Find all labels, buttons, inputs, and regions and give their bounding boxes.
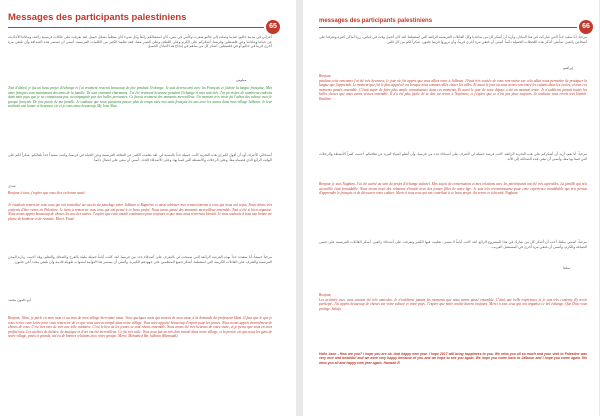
left-page-number: 65 bbox=[266, 20, 280, 34]
right-block-4-french: Bonjour, je suis Naghum. J'ai été activé au sein du projet d'échange culturel. Mes sujets de conversation et mes relations avec les participants ont été très agréables. La famille qui m'a accueillie était formidable. Nous avons noué des relations d'amitié avec des jeunes filles de notre âge. Je suis très reconnaissante pour cette expérience inoubliable qui m'a permis d'apprendre le français et de découvrir votre culture. Merci à tous ceux qui ont contribué à ce beau projet. Au revoir et à bientôt. Naghum bbox=[319, 182, 587, 196]
left-block-1-arabic: أعزائي في مدينة جالبو: عندما وصلت إلى جالبو شعرت وكأنني في بيتي، كان استقبالكم رائعاً وكل شيء كان منظماً بشكل جميل. لقد تعرفت على عائلات فرنسية رائعة، وتبادلنا الأحاديث عن حياتنا وعاداتنا وعن فلسطين وفرنسا. أشكركم على الكرم وعلى اللطف وعلى الصبر معنا، فقد تعلمنا الكثير من الكلمات الفرنسية. أتمنى أن تستمر هذه الصداقة وأن نلتقي مرة أخرى قريباً في جالبو أو في فلسطين. أشكر كل من ساهم في إنجاح هذا التبادل الجميل. bbox=[8, 35, 272, 49]
left-block-5-arabic: مرحباً جميعاً، أنا سعيدة جداً بهذه الفرصة الرائعة التي سمحت لي بالتعرف على أصدقاء جدد من فرنسا. لقد كانت أياماً جميلة مليئة بالفرح والضحك والتعلم، وقد أحببت زيارة المدن الفرنسية والتعرف على العائلات الكريمة التي استقبلتنا. أشكر جميع المنظمين على جهودهم الكبيرة، وأتمنى أن يستمر هذا التوأمة لسنوات طويلة قادمة وأن نلتقي مجدداً في جلبون. bbox=[8, 255, 272, 264]
right-block-5-signature: سلفا bbox=[563, 266, 571, 270]
left-page bbox=[0, 0, 296, 416]
right-title-rule bbox=[319, 27, 577, 28]
right-page-title: messages des participants palestiniens bbox=[319, 18, 433, 24]
right-block-3-arabic: مرحباً، أنا نغم، أريد أن أشكركم على هذه التجربة الرائعة. كانت فرصة جميلة لي لأتعرف على أصدقاء جدد من فرنسا، وأن أتعلم أشياء كثيرة عن ثقافتكم. أحببت كثيراً الأنشطة والرحلات التي قمنا بها معاً، وأتمنى أن تبقى هذه الصداقة إلى الأبد. bbox=[319, 152, 587, 161]
left-block-3-signature: شذى bbox=[8, 184, 16, 188]
left-block-6-french: Bonjour, Jibra, je parle en mon nom et au nom de mon village bien-aimé aussi. Voici quelques mots qui sortent de mon cœur, à la demande du professeur Hani. Il faut que le que je vous écrive cette lettre pour vous remercier de ce que vous avez accompli dans notre village. Vous avez apporté beaucoup d'espoir pour les jeunes. Nous avons appris énormément de choses de vous. C'est très rare de voir une telle initiative. C'est le lieu où les jeunes se sont réunis ensemble. Nous avons été très heureux de votre visite, et je pense que vous en avez profité tous. Les ateliers de théâtre, de musique et d'art ont été merveilleux. Ce fut très utile. Vous avez fait un très bon travail dans notre village, et la preuve est que nous les gens de notre village, petits et grands, ont eu de bonnes relations avec votre groupe. Merci. Mohamed Ibn Jalboun (Hamoudi). bbox=[8, 316, 272, 339]
left-block-5-signature: أبو جلبون محمد bbox=[8, 298, 31, 302]
right-block-7-english: Hello Jann - How are you? I hope you are ok. And happy new year. I hope 2017 will bring happiness to you. We miss you all so much and your visit to Palestine was very nice and beautiful and we were very happy because of you and we hope to see you again. We hope you come back to Jalboun and I hope you come again. We miss you all and happy new year again. Hamzah R bbox=[319, 352, 587, 365]
left-title-rule bbox=[8, 27, 264, 28]
left-block-2-french: Tout d'abord, je fus un beau projet d'échange et j'ai vraiment ressenti beaucoup de joie pendant l'échange. Je suis devenu ami avec les Français et j'adore la langue française. Mes amis français sont maintenant des amis de la famille. Ils sont vraiment charmants. J'ai été vraiment heureuse pendant l'échange et mes activités. J'ai pu visiter de nombreux endroits dans mon pays que je ne connaissais pas, accompagnée par des belles personnes. Ce furent vraiment des moments merveilleux. Un moment très triste fut l'adieu des adieux avec le groupe français. De fois partie de ma famille. Je souhaite que nous puissions passer plus de temps avec nos amis français les uns avec les autres dans mon village Jalboun. Je leur souhaite une bonne et heureuse vie et je vous aime beaucoup. My lova Alaa. bbox=[8, 86, 272, 109]
right-block-2-french: Bonjour, pendant cette rencontre j'ai été très heureuse, le jour où j'ai appris que vous alliez venir à Jalboun. J'étais très excitée de vous rencontrer car cela allait nous permettre de pratiquer la langue que j'apprends. Le moment que j'ai le plus apprécié est lorsque nous sommes allés visiter les villes. Et aussi le jour où nous avons rencontré les enfants dans les écoles, et tous ces moments passés ensemble. C'était super de faire plus ample connaissance dans ces moments. Et aussi le jour de votre départ a été un moment triste. Je n'oublierai jamais toutes les belles choses que nous avons vécues ensemble. Il n'a été plus facile de se dire au revoir à Naplouse, et j'espère que ce n'est pas pour toujours. Je souhaite vous revoir très bientôt. Ibrahim bbox=[319, 74, 587, 101]
right-page-number: 66 bbox=[579, 20, 593, 34]
left-block-4-french: Je voudrais remercier tous ceux qui ont contribué au succès du jumelage entre Jalboun et Bagnères et aussi adresser mes remerciements à ceux qui nous ont reçus. Nous étions très contents d'être venus en Palestine. Je tiens à remercier tous ceux qui ont pensé à ce beau projet. Nous avons passé des moments merveilleux ensemble. Tout a été si bien organisé. Nous avons appris beaucoup de choses les uns des autres. J'espère que cette amitié continuera pour toujours et que nous nous reverrons bientôt. Je vous souhaite à tous une bonne vie pleine de bonheur et de réussite. Merci. Faad. bbox=[8, 203, 272, 221]
right-block-6-french: Bonjour, Les activités avec vous avaient été très amicales. Je n'oublierai jamais les moments que nous avons passé ensemble. C'était une belle expérience et je suis très contente d'y avoir participé. J'ai appris beaucoup de choses sur votre culture et votre pays. J'espère que notre amitié durera toujours. Merci à tous ceux qui ont organisé ce bel échange. Que Dieu vous protège. Salafa bbox=[319, 293, 587, 311]
right-page bbox=[303, 0, 599, 416]
right-block-1-arabic: مرحباً، أنا سعيد جداً لأنني شاركت في هذا التبادل، وأريد أن أشكر كل من ساعدنا وكل العائلات الفرنسية الرائعة التي استقبلتنا. لقد كان أجمل وقت في حياتي، زرنا أماكن كثيرة وتعرفنا على أشخاص رائعين. سأبقى أتذكر هذه اللحظات الجميلة دائماً. أتمنى أن نلتقي مرة أخرى قريباً، وأن تزوروا قريتنا جلبون. شكراً لكم من كل قلبي. bbox=[319, 35, 587, 44]
right-block-1-signature: إبراهيم bbox=[563, 66, 574, 70]
right-block-5-arabic: مرحباً، اسمي سلفا، أحب أن أشكر كل من شارك في هذا المشروع الرائع. لقد كانت أياماً لا تنسى، تعلمت فيها الكثير وتعرفت على أصدقاء رائعين. أشكر العائلات الفرنسية على حسن الضيافة والكرم، وأتمنى أن نلتقي مرة أخرى في المستقبل القريب. bbox=[319, 240, 587, 249]
left-block-3-arabic: أصدقائي الأعزاء، أود أن أقول لكم إن هذه التجربة كانت جميلة جداً بالنسبة لي. لقد تعلمت الكثير عن الثقافة الفرنسية وعن الحياة في فرنسا، وكنت سعيداً جداً بلقائكم. شكراً لكم على الوقت الرائع الذي قضيناه معاً، وعلى الرحلات والأنشطة التي قمنا بها، وعلى الأصدقاء الجدد. أتمنى أن نبقى على اتصال دائماً. bbox=[8, 153, 272, 162]
left-block-4-greeting: Bonjour à tous, j'espère que vous êtes en bonne santé. bbox=[8, 191, 86, 195]
left-page-title: Messages des participants palestiniens bbox=[8, 12, 187, 23]
left-block-1-signature: ميلوس bbox=[236, 78, 247, 82]
